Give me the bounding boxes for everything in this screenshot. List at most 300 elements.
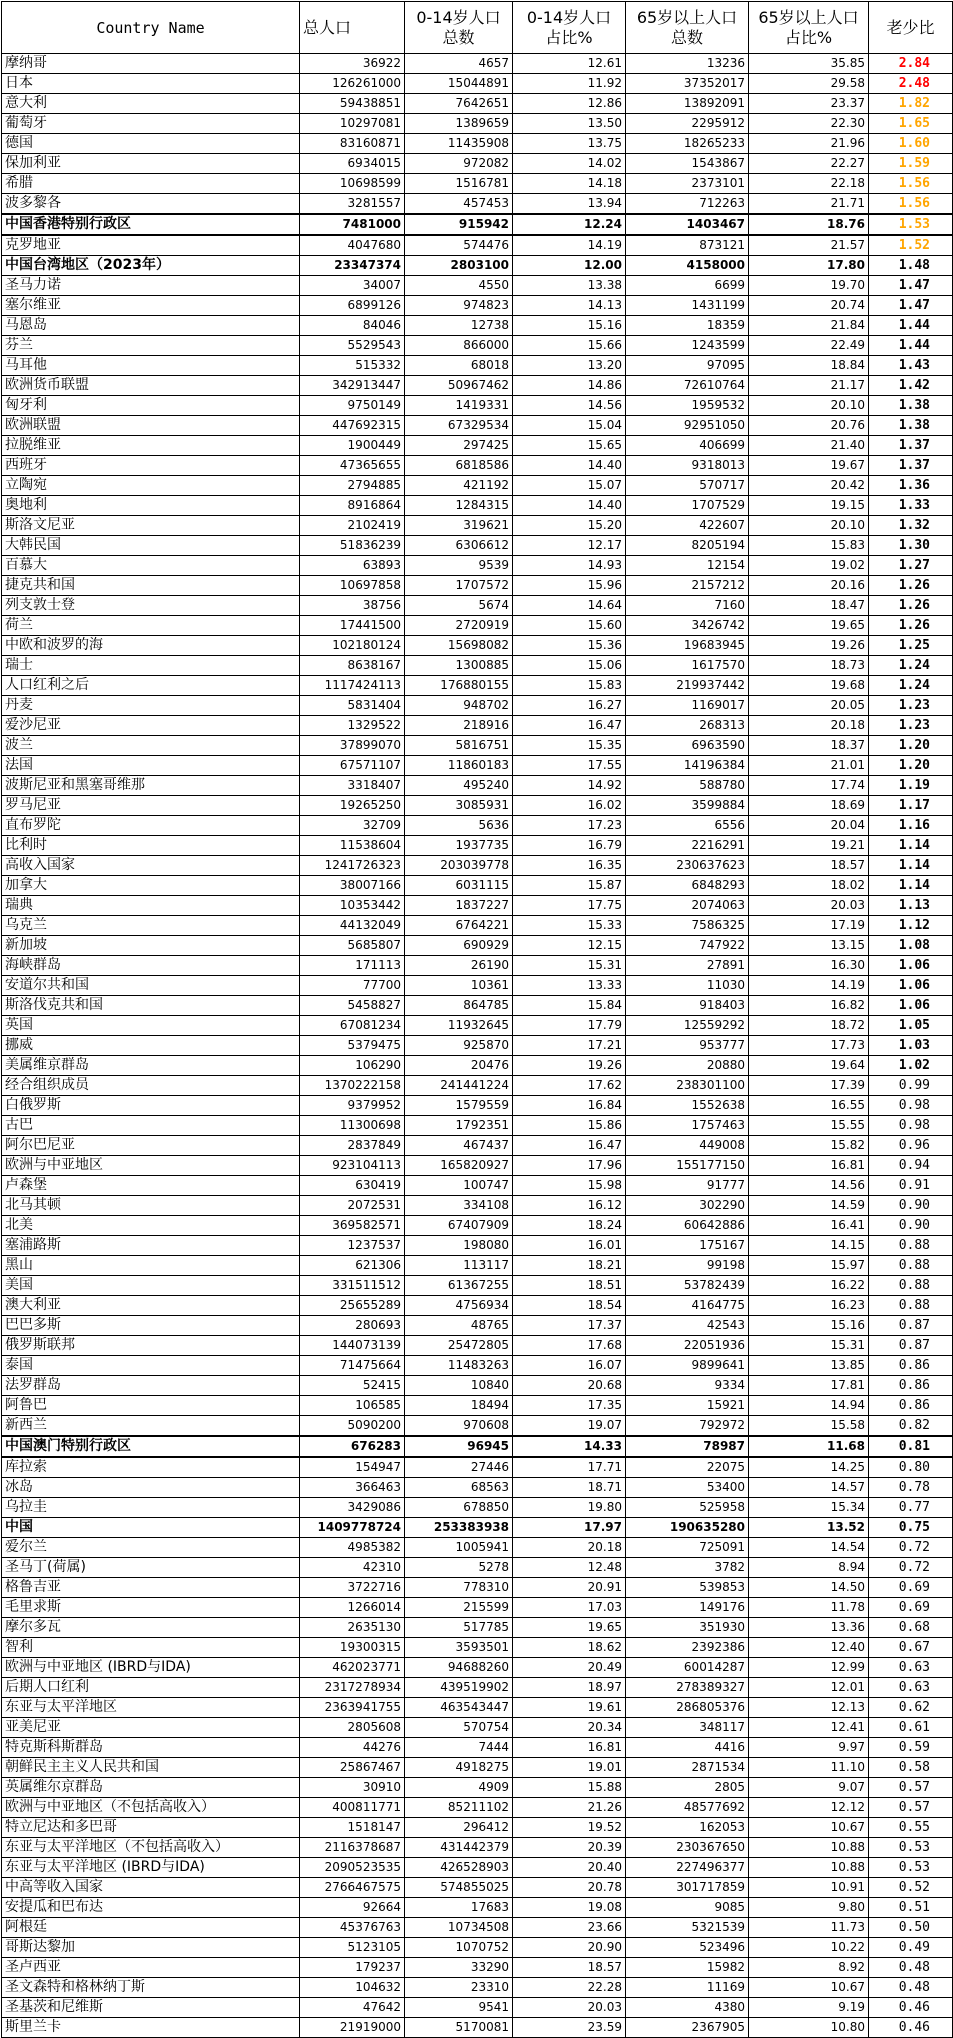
country-name-cell: 中国香港特别行政区: [2, 214, 300, 235]
value-cell: 12.40: [749, 1638, 869, 1658]
value-cell: 20.39: [513, 1838, 626, 1858]
country-name-cell: 新西兰: [2, 1416, 300, 1437]
table-row: [2, 1538, 953, 1558]
aging-ratio-cell: 0.88: [869, 1276, 953, 1296]
country-name-cell: 库拉索: [2, 1457, 300, 1478]
value-cell: 6934015: [300, 154, 405, 174]
value-cell: 1518147: [300, 1818, 405, 1838]
country-name-cell: 法国: [2, 756, 300, 776]
value-cell: 13.75: [513, 134, 626, 154]
value-cell: 4756934: [405, 1296, 513, 1316]
value-cell: 6306612: [405, 536, 513, 556]
aging-ratio-cell: 0.87: [869, 1336, 953, 1356]
value-cell: 1403467: [626, 214, 749, 235]
value-cell: 421192: [405, 476, 513, 496]
aging-ratio-cell: 1.44: [869, 316, 953, 336]
value-cell: 16.47: [513, 716, 626, 736]
value-cell: 17.21: [513, 1036, 626, 1056]
value-cell: 190635280: [626, 1518, 749, 1538]
aging-ratio-cell: 0.78: [869, 1478, 953, 1498]
value-cell: 10.91: [749, 1878, 869, 1898]
table-row: [2, 1998, 953, 2018]
value-cell: 12.00: [513, 256, 626, 276]
value-cell: 4550: [405, 276, 513, 296]
table-row: [2, 736, 953, 756]
value-cell: 77700: [300, 976, 405, 996]
value-cell: 165820927: [405, 1156, 513, 1176]
value-cell: 3593501: [405, 1638, 513, 1658]
value-cell: 16.79: [513, 836, 626, 856]
country-name-cell: 后期人口红利: [2, 1678, 300, 1698]
country-name-cell: 瑞士: [2, 656, 300, 676]
value-cell: 20.10: [749, 396, 869, 416]
value-cell: 15.31: [513, 956, 626, 976]
value-cell: 14.57: [749, 1478, 869, 1498]
value-cell: 14.86: [513, 376, 626, 396]
country-name-cell: 圣基茨和尼维斯: [2, 1998, 300, 2018]
value-cell: 1243599: [626, 336, 749, 356]
value-cell: 15.16: [513, 316, 626, 336]
table-row: [2, 756, 953, 776]
value-cell: 523496: [626, 1938, 749, 1958]
value-cell: 1241726323: [300, 856, 405, 876]
country-name-cell: 欧洲与中亚地区 (IBRD与IDA): [2, 1658, 300, 1678]
value-cell: 10734508: [405, 1918, 513, 1938]
value-cell: 10697858: [300, 576, 405, 596]
value-cell: 17.71: [513, 1457, 626, 1478]
country-name-cell: 圣马力诺: [2, 276, 300, 296]
value-cell: 457453: [405, 194, 513, 215]
value-cell: 12559292: [626, 1016, 749, 1036]
value-cell: 331511512: [300, 1276, 405, 1296]
country-name-cell: 波斯尼亚和黑塞哥维那: [2, 776, 300, 796]
aging-ratio-cell: 0.57: [869, 1798, 953, 1818]
value-cell: 14.54: [749, 1538, 869, 1558]
value-cell: 17.97: [513, 1518, 626, 1538]
value-cell: 5458827: [300, 996, 405, 1016]
aging-ratio-cell: 1.17: [869, 796, 953, 816]
value-cell: 17.81: [749, 1376, 869, 1396]
table-row: [2, 1056, 953, 1076]
value-cell: 72610764: [626, 376, 749, 396]
value-cell: 16.82: [749, 996, 869, 1016]
value-cell: 20.90: [513, 1938, 626, 1958]
value-cell: 2102419: [300, 516, 405, 536]
value-cell: 515332: [300, 356, 405, 376]
value-cell: 20880: [626, 1056, 749, 1076]
value-cell: 1409778724: [300, 1518, 405, 1538]
value-cell: 19.08: [513, 1898, 626, 1918]
table-row: [2, 356, 953, 376]
value-cell: 15.98: [513, 1176, 626, 1196]
value-cell: 20.42: [749, 476, 869, 496]
aging-ratio-cell: 1.26: [869, 596, 953, 616]
value-cell: 12738: [405, 316, 513, 336]
value-cell: 570754: [405, 1718, 513, 1738]
value-cell: 495240: [405, 776, 513, 796]
table-row: [2, 54, 953, 74]
country-name-cell: 中国: [2, 1518, 300, 1538]
value-cell: 4158000: [626, 256, 749, 276]
header-aging-ratio: 老少比: [869, 2, 953, 54]
aging-ratio-cell: 1.12: [869, 916, 953, 936]
value-cell: 15.96: [513, 576, 626, 596]
value-cell: 17.55: [513, 756, 626, 776]
value-cell: 106585: [300, 1396, 405, 1416]
value-cell: 539853: [626, 1578, 749, 1598]
value-cell: 18.02: [749, 876, 869, 896]
value-cell: 20.10: [749, 516, 869, 536]
value-cell: 918403: [626, 996, 749, 1016]
value-cell: 1070752: [405, 1938, 513, 1958]
value-cell: 712263: [626, 194, 749, 215]
value-cell: 15.87: [513, 876, 626, 896]
aging-ratio-cell: 0.52: [869, 1878, 953, 1898]
value-cell: 2373101: [626, 174, 749, 194]
value-cell: 19.70: [749, 276, 869, 296]
country-name-cell: 高收入国家: [2, 856, 300, 876]
value-cell: 21919000: [300, 2018, 405, 2038]
table-row: [2, 235, 953, 256]
table-row: [2, 336, 953, 356]
value-cell: 1900449: [300, 436, 405, 456]
aging-ratio-cell: 1.32: [869, 516, 953, 536]
value-cell: 15.88: [513, 1778, 626, 1798]
table-row: [2, 74, 953, 94]
value-cell: 51836239: [300, 536, 405, 556]
value-cell: 725091: [626, 1538, 749, 1558]
value-cell: 42543: [626, 1316, 749, 1336]
aging-ratio-cell: 0.48: [869, 1978, 953, 1998]
country-name-cell: 安提瓜和巴布达: [2, 1898, 300, 1918]
value-cell: 18.37: [749, 736, 869, 756]
value-cell: 14.56: [749, 1176, 869, 1196]
aging-ratio-cell: 1.14: [869, 876, 953, 896]
country-name-cell: 古巴: [2, 1116, 300, 1136]
value-cell: 38756: [300, 596, 405, 616]
value-cell: 2295912: [626, 114, 749, 134]
value-cell: 13.36: [749, 1618, 869, 1638]
header-row: [2, 2, 953, 54]
aging-ratio-cell: 1.47: [869, 296, 953, 316]
value-cell: 21.84: [749, 316, 869, 336]
value-cell: 94688260: [405, 1658, 513, 1678]
value-cell: 1300885: [405, 656, 513, 676]
value-cell: 218916: [405, 716, 513, 736]
value-cell: 20.03: [513, 1998, 626, 2018]
value-cell: 17.35: [513, 1396, 626, 1416]
table-row: [2, 1678, 953, 1698]
value-cell: 27446: [405, 1457, 513, 1478]
table-row: [2, 876, 953, 896]
country-name-cell: 摩尔多瓦: [2, 1618, 300, 1638]
value-cell: 14.02: [513, 154, 626, 174]
value-cell: 525958: [626, 1498, 749, 1518]
table-row: [2, 1618, 953, 1638]
table-row: [2, 476, 953, 496]
country-name-cell: 北马其顿: [2, 1196, 300, 1216]
value-cell: 11.10: [749, 1758, 869, 1778]
value-cell: 37352017: [626, 74, 749, 94]
aging-ratio-cell: 0.69: [869, 1578, 953, 1598]
value-cell: 21.40: [749, 436, 869, 456]
table-row: [2, 1216, 953, 1236]
table-row: [2, 1376, 953, 1396]
value-cell: 18.71: [513, 1478, 626, 1498]
value-cell: 6963590: [626, 736, 749, 756]
value-cell: 15044891: [405, 74, 513, 94]
country-name-cell: 人口红利之后: [2, 676, 300, 696]
value-cell: 241441224: [405, 1076, 513, 1096]
value-cell: 18.47: [749, 596, 869, 616]
value-cell: 19.26: [749, 636, 869, 656]
value-cell: 144073139: [300, 1336, 405, 1356]
aging-ratio-cell: 1.38: [869, 416, 953, 436]
value-cell: 3085931: [405, 796, 513, 816]
value-cell: 2635130: [300, 1618, 405, 1638]
country-name-cell: 巴巴多斯: [2, 1316, 300, 1336]
aging-ratio-cell: 0.87: [869, 1316, 953, 1336]
value-cell: 9379952: [300, 1096, 405, 1116]
value-cell: 23.59: [513, 2018, 626, 2038]
aging-ratio-cell: 1.19: [869, 776, 953, 796]
value-cell: 5123105: [300, 1938, 405, 1958]
value-cell: 1707529: [626, 496, 749, 516]
value-cell: 16.84: [513, 1096, 626, 1116]
value-cell: 34007: [300, 276, 405, 296]
table-row: [2, 1396, 953, 1416]
table-row: [2, 596, 953, 616]
value-cell: 19.21: [749, 836, 869, 856]
value-cell: 18.21: [513, 1256, 626, 1276]
country-name-cell: 芬兰: [2, 336, 300, 356]
value-cell: 18.97: [513, 1678, 626, 1698]
value-cell: 6031115: [405, 876, 513, 896]
aging-ratio-cell: 0.51: [869, 1898, 953, 1918]
country-name-cell: 美属维京群岛: [2, 1056, 300, 1076]
value-cell: 14.59: [749, 1196, 869, 1216]
value-cell: 574855025: [405, 1878, 513, 1898]
table-row: [2, 896, 953, 916]
value-cell: 13.85: [749, 1356, 869, 1376]
aging-ratio-cell: 0.96: [869, 1136, 953, 1156]
aging-ratio-cell: 1.56: [869, 194, 953, 215]
value-cell: 47365655: [300, 456, 405, 476]
table-row: [2, 1858, 953, 1878]
value-cell: 630419: [300, 1176, 405, 1196]
value-cell: 286805376: [626, 1698, 749, 1718]
table-row: [2, 1156, 953, 1176]
table-row: [2, 436, 953, 456]
value-cell: 6764221: [405, 916, 513, 936]
value-cell: 3599884: [626, 796, 749, 816]
country-name-cell: 东亚与太平洋地区 (IBRD与IDA): [2, 1858, 300, 1878]
aging-ratio-cell: 0.81: [869, 1436, 953, 1457]
value-cell: 12.15: [513, 936, 626, 956]
country-name-cell: 丹麦: [2, 696, 300, 716]
value-cell: 467437: [405, 1136, 513, 1156]
country-name-cell: 意大利: [2, 94, 300, 114]
value-cell: 91777: [626, 1176, 749, 1196]
country-name-cell: 中高等收入国家: [2, 1878, 300, 1898]
value-cell: 84046: [300, 316, 405, 336]
aging-ratio-cell: 0.99: [869, 1076, 953, 1096]
value-cell: 1707572: [405, 576, 513, 596]
value-cell: 15.33: [513, 916, 626, 936]
value-cell: 778310: [405, 1578, 513, 1598]
value-cell: 52415: [300, 1376, 405, 1396]
value-cell: 11435908: [405, 134, 513, 154]
country-name-cell: 朝鲜民主主义人民共和国: [2, 1758, 300, 1778]
value-cell: 67407909: [405, 1216, 513, 1236]
value-cell: 431442379: [405, 1838, 513, 1858]
aging-ratio-cell: 1.37: [869, 456, 953, 476]
value-cell: 9085: [626, 1898, 749, 1918]
value-cell: 19.02: [749, 556, 869, 576]
value-cell: 18.73: [749, 656, 869, 676]
value-cell: 11030: [626, 976, 749, 996]
value-cell: 1579559: [405, 1096, 513, 1116]
aging-ratio-cell: 2.84: [869, 54, 953, 74]
country-name-cell: 希腊: [2, 174, 300, 194]
value-cell: 176880155: [405, 676, 513, 696]
value-cell: 11.68: [749, 1436, 869, 1457]
table-row: [2, 776, 953, 796]
table-row: [2, 616, 953, 636]
value-cell: 621306: [300, 1256, 405, 1276]
value-cell: 14.25: [749, 1457, 869, 1478]
value-cell: 48765: [405, 1316, 513, 1336]
aging-ratio-cell: 1.52: [869, 235, 953, 256]
aging-ratio-cell: 1.30: [869, 536, 953, 556]
value-cell: 11.92: [513, 74, 626, 94]
aging-ratio-cell: 1.65: [869, 114, 953, 134]
value-cell: 17.96: [513, 1156, 626, 1176]
value-cell: 67081234: [300, 1016, 405, 1036]
table-row: [2, 656, 953, 676]
value-cell: 18.72: [749, 1016, 869, 1036]
value-cell: 517785: [405, 1618, 513, 1638]
value-cell: 17441500: [300, 616, 405, 636]
table-row: [2, 1436, 953, 1457]
country-name-cell: 西班牙: [2, 456, 300, 476]
value-cell: 14.15: [749, 1236, 869, 1256]
value-cell: 29.58: [749, 74, 869, 94]
value-cell: 12154: [626, 556, 749, 576]
table-row: [2, 676, 953, 696]
value-cell: 1266014: [300, 1598, 405, 1618]
table-row: [2, 1016, 953, 1036]
value-cell: 1959532: [626, 396, 749, 416]
value-cell: 12.61: [513, 54, 626, 74]
value-cell: 20.16: [749, 576, 869, 596]
value-cell: 348117: [626, 1718, 749, 1738]
value-cell: 462023771: [300, 1658, 405, 1678]
aging-ratio-cell: 1.47: [869, 276, 953, 296]
value-cell: 19.07: [513, 1416, 626, 1437]
value-cell: 92951050: [626, 416, 749, 436]
table-row: [2, 1598, 953, 1618]
table-row: [2, 316, 953, 336]
aging-ratio-cell: 1.20: [869, 756, 953, 776]
value-cell: 7444: [405, 1738, 513, 1758]
country-name-cell: 荷兰: [2, 616, 300, 636]
value-cell: 11169: [626, 1978, 749, 1998]
country-name-cell: 乌拉圭: [2, 1498, 300, 1518]
value-cell: 15.06: [513, 656, 626, 676]
value-cell: 5674: [405, 596, 513, 616]
aging-ratio-cell: 0.90: [869, 1196, 953, 1216]
table-row: [2, 94, 953, 114]
aging-ratio-cell: 1.24: [869, 676, 953, 696]
country-name-cell: 冰岛: [2, 1478, 300, 1498]
value-cell: 26190: [405, 956, 513, 976]
value-cell: 574476: [405, 235, 513, 256]
table-row: [2, 576, 953, 596]
value-cell: 5685807: [300, 936, 405, 956]
aging-ratio-cell: 0.80: [869, 1457, 953, 1478]
value-cell: 2794885: [300, 476, 405, 496]
aging-ratio-cell: 1.23: [869, 716, 953, 736]
aging-ratio-cell: 0.72: [869, 1538, 953, 1558]
value-cell: 68018: [405, 356, 513, 376]
aging-ratio-cell: 0.63: [869, 1678, 953, 1698]
value-cell: 2317278934: [300, 1678, 405, 1698]
table-row: [2, 1578, 953, 1598]
country-name-cell: 斯洛伐克共和国: [2, 996, 300, 1016]
aging-ratio-cell: 0.55: [869, 1818, 953, 1838]
value-cell: 17.62: [513, 1076, 626, 1096]
header-age0-14-share: 0-14岁人口 占比%: [513, 2, 626, 54]
value-cell: 1370222158: [300, 1076, 405, 1096]
value-cell: 15921: [626, 1396, 749, 1416]
value-cell: 19.01: [513, 1758, 626, 1778]
value-cell: 36922: [300, 54, 405, 74]
value-cell: 1792351: [405, 1116, 513, 1136]
country-name-cell: 特立尼达和多巴哥: [2, 1818, 300, 1838]
value-cell: 2090523535: [300, 1858, 405, 1878]
value-cell: 17.80: [749, 256, 869, 276]
value-cell: 20476: [405, 1056, 513, 1076]
country-name-cell: 斯洛文尼亚: [2, 516, 300, 536]
value-cell: 2074063: [626, 896, 749, 916]
country-name-cell: 白俄罗斯: [2, 1096, 300, 1116]
aging-ratio-cell: 0.53: [869, 1838, 953, 1858]
value-cell: 14.40: [513, 456, 626, 476]
country-name-cell: 英属维尔京群岛: [2, 1778, 300, 1798]
country-name-cell: 马恩岛: [2, 316, 300, 336]
value-cell: 19300315: [300, 1638, 405, 1658]
country-name-cell: 拉脱维亚: [2, 436, 300, 456]
value-cell: 21.57: [749, 235, 869, 256]
aging-ratio-cell: 1.26: [869, 616, 953, 636]
table-row: [2, 1938, 953, 1958]
aging-ratio-cell: 0.59: [869, 1738, 953, 1758]
value-cell: 13.38: [513, 276, 626, 296]
value-cell: 45376763: [300, 1918, 405, 1938]
value-cell: 10353442: [300, 896, 405, 916]
value-cell: 16.81: [749, 1156, 869, 1176]
aging-ratio-cell: 1.16: [869, 816, 953, 836]
value-cell: 7642651: [405, 94, 513, 114]
value-cell: 30910: [300, 1778, 405, 1798]
value-cell: 198080: [405, 1236, 513, 1256]
table-row: [2, 1096, 953, 1116]
value-cell: 106290: [300, 1056, 405, 1076]
table-row: [2, 836, 953, 856]
table-row: [2, 1276, 953, 1296]
value-cell: 17.73: [749, 1036, 869, 1056]
